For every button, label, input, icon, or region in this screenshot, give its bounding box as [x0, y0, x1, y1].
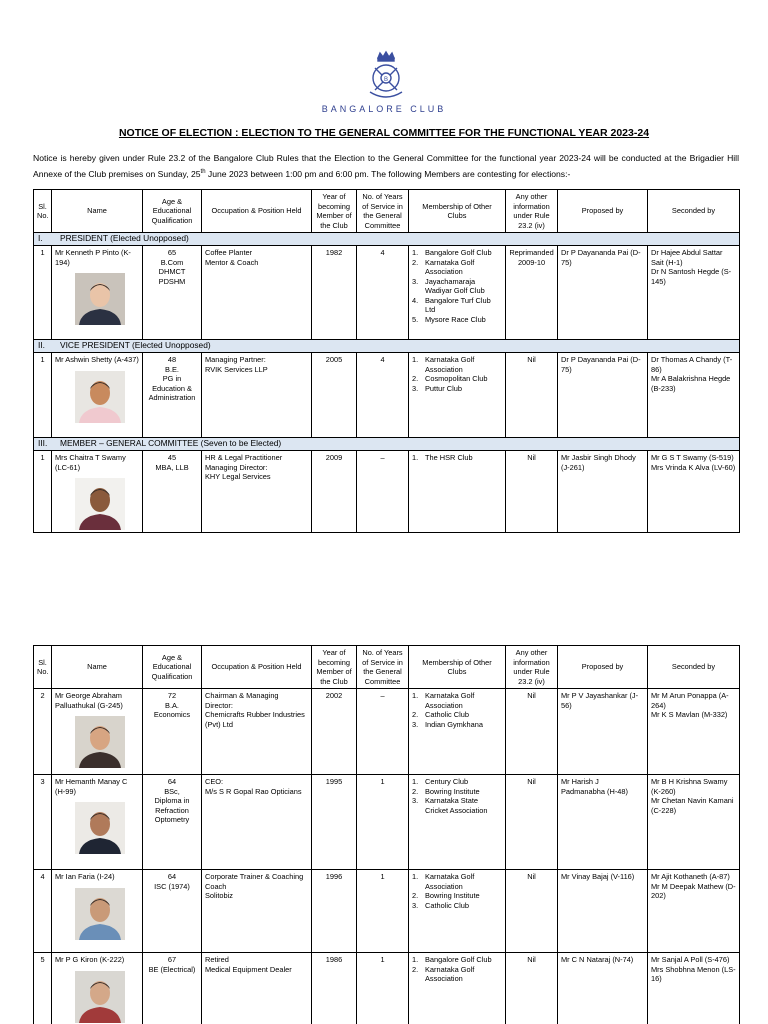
- cell-year: 1995: [312, 775, 357, 870]
- club-name-text: Bangalore Golf Club: [425, 955, 492, 964]
- person-photo: [75, 273, 125, 325]
- cell-seconded: Mr G S T Swamy (S-519) Mrs Vrinda K Alva (LV-60): [648, 451, 740, 533]
- section-header-row: [34, 438, 740, 451]
- list-item-number: 3.: [412, 719, 419, 729]
- list-item: [412, 277, 502, 296]
- list-item: [412, 965, 502, 984]
- cell-slno: 2: [34, 689, 52, 775]
- cell-membership: [409, 246, 506, 340]
- club-name-text: Karnataka Golf Association: [425, 872, 475, 891]
- col-membership: Membership of Other Clubs: [409, 190, 506, 233]
- col-year: Year of becoming Member of the Club: [312, 190, 357, 233]
- col-slno: Sl. No.: [34, 190, 52, 233]
- cell-seconded: Mr Sanjal A Poll (S-476) Mrs Shobhna Menon (LS-16): [648, 953, 740, 1024]
- table-row: [34, 870, 740, 953]
- membership-list: [412, 955, 502, 984]
- cell-service: 4: [357, 353, 409, 438]
- person-photo-svg: [75, 802, 125, 854]
- col-occupation: Occupation & Position Held: [202, 646, 312, 689]
- candidate-name: Mr George Abraham Palluathukal (G-245): [55, 691, 123, 710]
- club-name-text: Indian Gymkhana: [425, 719, 483, 729]
- list-item-number: 3.: [412, 276, 419, 286]
- col-occupation: Occupation & Position Held: [202, 190, 312, 233]
- cell-slno: 3: [34, 775, 52, 870]
- cell-age: 45 MBA, LLB: [143, 451, 202, 533]
- table-header-row: [34, 646, 740, 689]
- list-item-number: 2.: [412, 891, 419, 900]
- cell-name: [52, 953, 143, 1024]
- list-item: [412, 955, 502, 965]
- list-item-number: 1.: [412, 872, 419, 881]
- person-photo: [75, 802, 125, 854]
- section-number: II.: [38, 340, 45, 351]
- list-item: [412, 720, 502, 730]
- club-name-text: Cosmopolitan Club: [425, 374, 488, 383]
- section-number: III.: [38, 438, 48, 449]
- table-row: [34, 953, 740, 1024]
- cell-year: 2005: [312, 353, 357, 438]
- col-age: Age & Educational Qualification: [143, 190, 202, 233]
- col-info: Any other information under Rule 23.2 (iv): [506, 190, 558, 233]
- club-name-text: Bangalore Turf Club Ltd: [425, 295, 491, 314]
- section-header-row: [34, 340, 740, 353]
- section-number: I.: [38, 233, 43, 244]
- section-title: PRESIDENT (Elected Unopposed): [60, 233, 189, 244]
- list-item-number: 2.: [412, 374, 419, 383]
- cell-proposed: Dr P Dayananda Pai (D-75): [558, 353, 648, 438]
- list-item-number: 3.: [412, 796, 419, 805]
- col-name: Name: [52, 190, 143, 233]
- table-row: [34, 353, 740, 438]
- cell-occupation: HR & Legal Practitioner Managing Director: KHY Legal Services: [202, 451, 312, 533]
- list-item: [412, 796, 502, 815]
- list-item: [412, 258, 502, 277]
- cell-age: 72 B.A. Economics: [143, 689, 202, 775]
- club-name-text: Century Club: [425, 777, 469, 786]
- cell-service: –: [357, 451, 409, 533]
- candidate-name: Mr Hemanth Manay C (H-99): [55, 777, 128, 796]
- table-row: [34, 775, 740, 870]
- list-item: [412, 710, 502, 720]
- col-service: No. of Years of Service in the General Committee: [357, 190, 409, 233]
- cell-proposed: Mr Jasbir Singh Dhody (J-261): [558, 451, 648, 533]
- cell-name: [52, 689, 143, 775]
- club-name-text: Jayachamaraja Wadiyar Golf Club: [425, 276, 485, 295]
- cell-seconded: Mr B H Krishna Swamy (K-260) Mr Chetan Navin Kamani (C-228): [648, 775, 740, 870]
- person-photo-svg: [75, 371, 125, 423]
- list-item: [412, 315, 502, 325]
- list-item-number: 1.: [412, 955, 419, 964]
- cell-name: [52, 353, 143, 438]
- section-header: [34, 438, 740, 451]
- cell-service: 4: [357, 246, 409, 340]
- cell-name: [52, 451, 143, 533]
- cell-membership: [409, 353, 506, 438]
- list-item: [412, 901, 502, 911]
- cell-info: Nil: [506, 353, 558, 438]
- col-name: Name: [52, 646, 143, 689]
- cell-year: 1982: [312, 246, 357, 340]
- col-year: Year of becoming Member of the Club: [312, 646, 357, 689]
- list-item-number: 3.: [412, 900, 419, 910]
- col-age: Age & Educational Qualification: [143, 646, 202, 689]
- list-item-number: 1.: [412, 453, 419, 462]
- cell-info: Nil: [506, 953, 558, 1024]
- list-item: [412, 453, 502, 463]
- cell-proposed: Mr Harish J Padmanabha (H-48): [558, 775, 648, 870]
- col-service: No. of Years of Service in the General Committee: [357, 646, 409, 689]
- cell-service: 1: [357, 953, 409, 1024]
- cell-year: 2002: [312, 689, 357, 775]
- cell-service: 1: [357, 775, 409, 870]
- table-header-row: [34, 190, 740, 233]
- cell-age: 67 BE (Electrical): [143, 953, 202, 1024]
- cell-proposed: Dr P Dayananda Pai (D-75): [558, 246, 648, 340]
- candidates-table-2: [33, 645, 740, 1024]
- table-row: [34, 451, 740, 533]
- list-item-number: 1.: [412, 691, 419, 700]
- svg-text:B: B: [383, 77, 389, 83]
- section-header: [34, 233, 740, 246]
- cell-occupation: CEO: M/s S R Gopal Rao Opticians: [202, 775, 312, 870]
- candidate-name: Mr Kenneth P Pinto (K-194): [55, 248, 131, 267]
- section-header-row: [34, 233, 740, 246]
- col-proposed: Proposed by: [558, 190, 648, 233]
- candidates-table-1: [33, 189, 740, 533]
- cell-year: 1996: [312, 870, 357, 953]
- section-title: VICE PRESIDENT (Elected Unopposed): [60, 340, 211, 351]
- list-item-number: 2.: [412, 786, 419, 796]
- cell-age: 48 B.E. PG in Education & Administration: [143, 353, 202, 438]
- list-item: [412, 872, 502, 891]
- club-name-text: Karnataka Golf Association: [425, 691, 475, 710]
- cell-name: [52, 246, 143, 340]
- cell-info: Reprimanded 2009-10: [506, 246, 558, 340]
- cell-info: Nil: [506, 451, 558, 533]
- cell-year: 1986: [312, 953, 357, 1024]
- cell-slno: 1: [34, 353, 52, 438]
- col-slno: Sl. No.: [34, 646, 52, 689]
- list-item: [412, 248, 502, 258]
- list-item: [412, 891, 502, 901]
- club-name-text: Karnataka Golf Association: [425, 257, 475, 276]
- club-name-text: Catholic Club: [425, 900, 469, 910]
- list-item-number: 1.: [412, 355, 419, 364]
- list-item: [412, 691, 502, 710]
- membership-list: [412, 355, 502, 393]
- club-name-text: Bowring Institute: [425, 891, 480, 900]
- col-seconded: Seconded by: [648, 646, 740, 689]
- list-item: [412, 384, 502, 394]
- cell-slno: 4: [34, 870, 52, 953]
- club-name-text: Puttur Club: [425, 383, 462, 393]
- cell-occupation: Coffee Planter Mentor & Coach: [202, 246, 312, 340]
- club-crest-logo: [364, 50, 408, 102]
- membership-list: [412, 872, 502, 910]
- cell-occupation: Managing Partner: RVIK Services LLP: [202, 353, 312, 438]
- cell-seconded: Mr M Arun Ponappa (A-264) Mr K S Mavlan (M-332): [648, 689, 740, 775]
- person-photo-svg: [75, 971, 125, 1023]
- cell-age: 64 BSc, Diploma in Refraction Optometry: [143, 775, 202, 870]
- club-name: BANGALORE CLUB: [321, 104, 447, 114]
- person-photo-svg: [75, 478, 125, 530]
- cell-membership: [409, 775, 506, 870]
- cell-membership: [409, 689, 506, 775]
- candidate-name: Mr Ian Faria (I-24): [55, 872, 115, 881]
- list-item: [412, 777, 502, 787]
- list-item-number: 5.: [412, 314, 419, 324]
- candidate-name: Mrs Chaitra T Swamy (LC-61): [55, 453, 126, 472]
- cell-name: [52, 775, 143, 870]
- club-name-text: Bangalore Golf Club: [425, 248, 492, 257]
- cell-occupation: Chairman & Managing Director: Chemicrafts Rubber Industries (Pvt) Ltd: [202, 689, 312, 775]
- person-photo-svg: [75, 273, 125, 325]
- membership-list: [412, 248, 502, 324]
- cell-name: [52, 870, 143, 953]
- cell-info: Nil: [506, 870, 558, 953]
- list-item-number: 2.: [412, 710, 419, 719]
- club-name-text: Bowring Institute: [425, 786, 480, 796]
- col-info: Any other information under Rule 23.2 (iv): [506, 646, 558, 689]
- person-photo: [75, 716, 125, 768]
- col-proposed: Proposed by: [558, 646, 648, 689]
- cell-age: 64 ISC (1974): [143, 870, 202, 953]
- person-photo: [75, 888, 125, 940]
- section-title: MEMBER – GENERAL COMMITTEE (Seven to be Elected): [60, 438, 282, 449]
- table-row: [34, 689, 740, 775]
- cell-info: Nil: [506, 689, 558, 775]
- cell-seconded: Dr Hajee Abdul Sattar Sait (H-1) Dr N Santosh Hegde (S-145): [648, 246, 740, 340]
- cell-membership: [409, 870, 506, 953]
- person-photo: [75, 478, 125, 530]
- membership-list: [412, 691, 502, 729]
- person-photo-svg: [75, 716, 125, 768]
- cell-service: –: [357, 689, 409, 775]
- list-item-number: 1.: [412, 777, 419, 786]
- list-item-number: 4.: [412, 295, 419, 305]
- notice-title: NOTICE OF ELECTION : ELECTION TO THE GENERAL COMMITTEE FOR THE FUNCTIONAL YEAR 2023-24: [118, 127, 650, 139]
- candidate-name: Mr Ashwin Shetty (A-437): [55, 355, 139, 364]
- person-photo: [75, 371, 125, 423]
- cell-slno: 1: [34, 246, 52, 340]
- table-row: [34, 246, 740, 340]
- club-name-text: Mysore Race Club: [425, 314, 486, 324]
- cell-proposed: Mr P V Jayashankar (J-56): [558, 689, 648, 775]
- cell-service: 1: [357, 870, 409, 953]
- cell-info: Nil: [506, 775, 558, 870]
- club-name-text: Karnataka Golf Association: [425, 964, 475, 983]
- list-item: [412, 787, 502, 797]
- cell-age: 65 B.Com DHMCT PDSHM: [143, 246, 202, 340]
- list-item-number: 2.: [412, 257, 419, 267]
- cell-slno: 5: [34, 953, 52, 1024]
- membership-list: [412, 453, 502, 463]
- cell-membership: [409, 451, 506, 533]
- list-item: [412, 296, 502, 315]
- club-name-text: Karnataka State Cricket Association: [425, 796, 488, 815]
- membership-list: [412, 777, 502, 815]
- cell-seconded: Mr Ajit Kothaneth (A-87) Mr M Deepak Mathew (D-202): [648, 870, 740, 953]
- list-item-number: 2.: [412, 964, 419, 974]
- cell-proposed: Mr Vinay Bajaj (V-116): [558, 870, 648, 953]
- list-item: [412, 374, 502, 384]
- cell-occupation: Retired Medical Equipment Dealer: [202, 953, 312, 1024]
- notice-body: Notice is hereby given under Rule 23.2 of the Bangalore Club Rules that the Election to the General Committee for the functional year 2023-24 will be conducted at the Brigadier Hill Annexe of the Club premises on Sunday, 25th June 2023 between 1:00 pm and 6:00 pm. The following Members are contesting for elections:-: [33, 153, 739, 179]
- col-membership: Membership of Other Clubs: [409, 646, 506, 689]
- section-header: [34, 340, 740, 353]
- candidate-name: Mr P G Kiron (K-222): [55, 955, 125, 964]
- club-name-text: The HSR Club: [425, 453, 473, 462]
- list-item-number: 1.: [412, 248, 419, 257]
- club-name-text: Catholic Club: [425, 710, 469, 719]
- list-item-number: 3.: [412, 383, 419, 393]
- cell-seconded: Dr Thomas A Chandy (T-86) Mr A Balakrishna Hegde (B-233): [648, 353, 740, 438]
- person-photo: [75, 971, 125, 1023]
- cell-slno: 1: [34, 451, 52, 533]
- cell-proposed: Mr C N Nataraj (N-74): [558, 953, 648, 1024]
- cell-year: 2009: [312, 451, 357, 533]
- cell-membership: [409, 953, 506, 1024]
- col-seconded: Seconded by: [648, 190, 740, 233]
- list-item: [412, 355, 502, 374]
- club-name-text: Karnataka Golf Association: [425, 355, 475, 374]
- cell-occupation: Corporate Trainer & Coaching Coach Solitobiz: [202, 870, 312, 953]
- person-photo-svg: [75, 888, 125, 940]
